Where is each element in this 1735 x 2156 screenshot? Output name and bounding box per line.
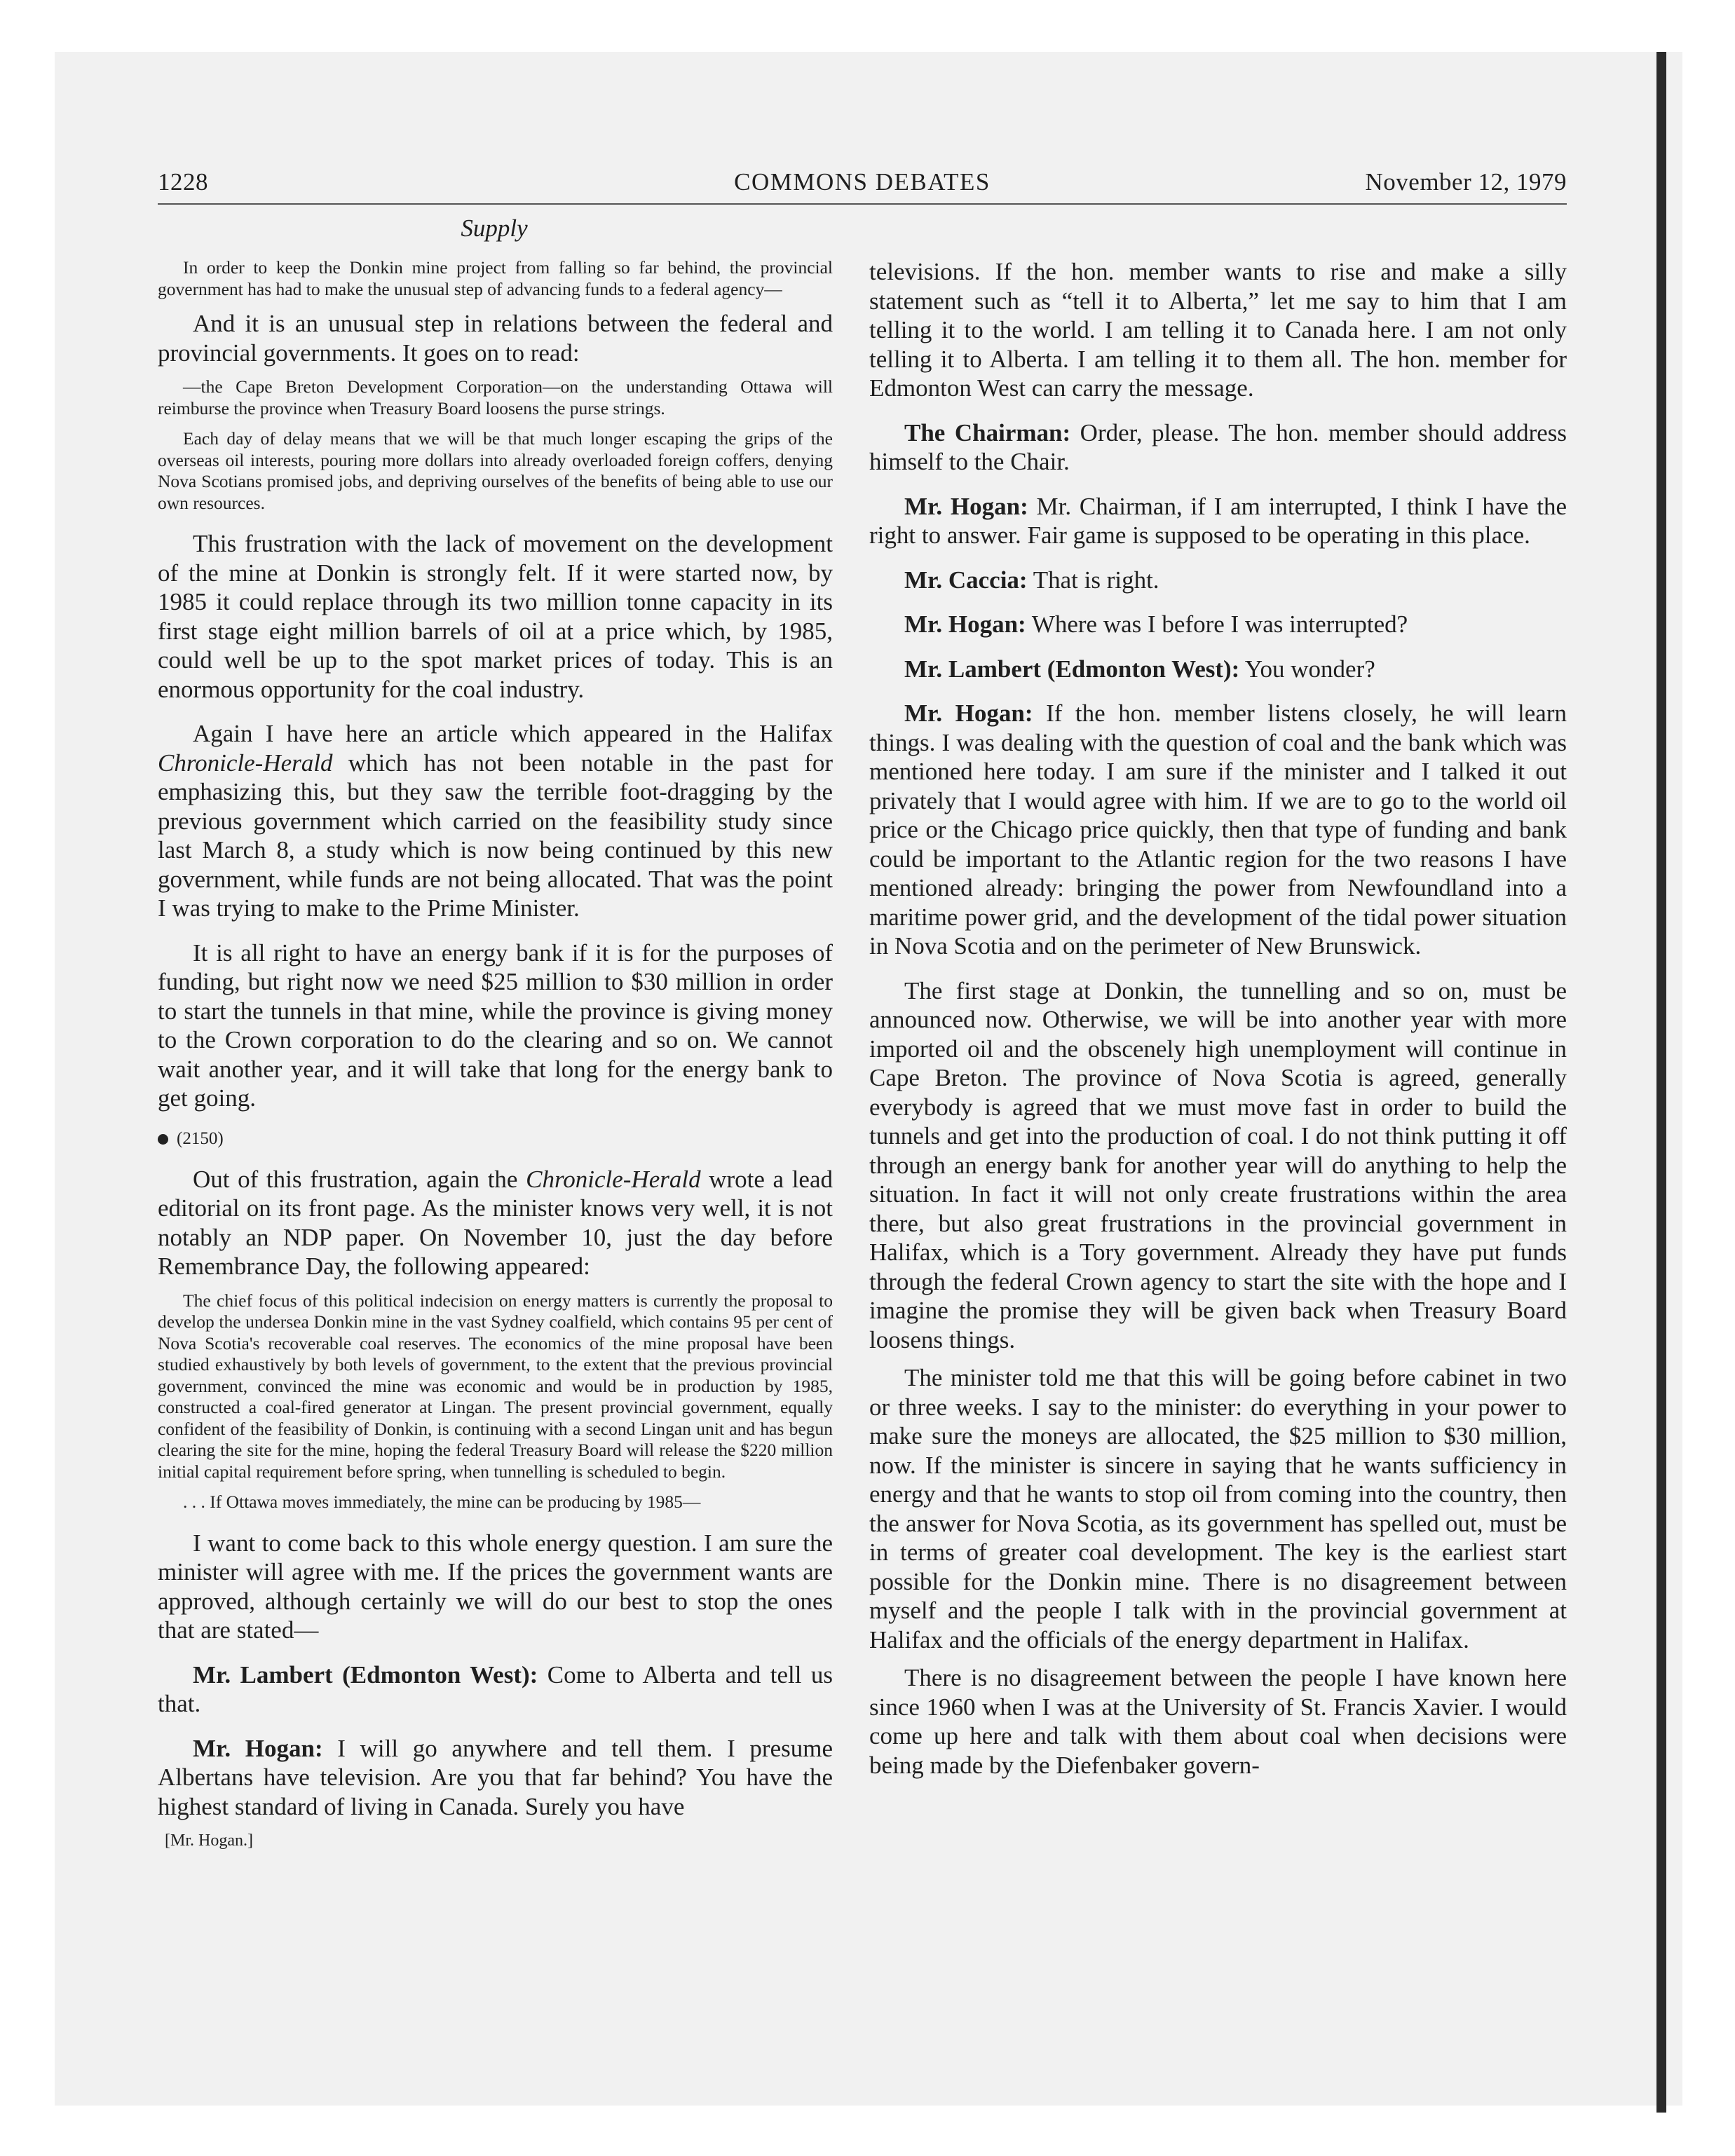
paragraph: And it is an unusual step in relations between the federal and provincial governments. It goes on to read: [158, 310, 833, 367]
speaker-name: Mr. Hogan: [904, 700, 1033, 727]
paragraph: Out of this frustration, again the Chronicle-Herald wrote a lead editorial on its front page. As the minister knows very well, it is not notably an NDP paper. On November 10, just the day before Remembrance Day, the following appeared: [158, 1165, 833, 1280]
speech: Mr. Hogan: I will go anywhere and tell them. I presume Albertans have television. Are you that far behind? You have the highest standard of living in Canada. Surely you have [158, 1734, 833, 1820]
speaker-name: Mr. Caccia: [904, 566, 1028, 594]
time-marker: (2150) [158, 1128, 833, 1149]
speaker-name: Mr. Hogan: [193, 1734, 323, 1762]
journal-title: COMMONS DEBATES [734, 168, 991, 196]
section-title: Supply [461, 214, 528, 242]
speech: Mr. Hogan: Mr. Chairman, if I am interrupted, I think I have the right to answer. Fair game is supposed to be operating in this place. [869, 492, 1567, 549]
paragraph: It is all right to have an energy bank if it is for the purposes of funding, but right now we need $25 million to $30 million in order to start the tunnels in that mine, while the province is giving money to the Crown corporation to do the clearing and so on. We cannot wait another year, and it will take that long for the energy bank to get going. [158, 939, 833, 1112]
paragraph: The first stage at Donkin, the tunnelling and so on, must be announced now. Otherwise, we will be into another year with more imported oil and the obscenely high unemployment will continue in Cape Breton. The province of Nova Scotia is agreed, generally everybody is agreed that we must move fast in order to build the tunnels and get into the production of coal. I do not think putting it off through an energy bank for another year will do anything to help the situation. In fact it will not only create frustrations within the area there, but also great frustrations in the provincial government in Halifax, which is a Tory government. Already they have put funds through the federal Crown agency to start the site with the hope and I imagine the promise they will be given back when Treasury Board loosens things. [869, 976, 1567, 1353]
quoted-passage: Each day of delay means that we will be that much longer escaping the grips of the overseas oil interests, pouring more dollars into already overloaded foreign coffers, denying Nova Scotians promised jobs, and depriving ourselves of the benefits of being able to use our own resources. [158, 428, 833, 513]
header-rule [158, 203, 1567, 205]
quoted-passage: In order to keep the Donkin mine project from falling so far behind, the provincial government has had to make the unusual step of advancing funds to a federal agency— [158, 257, 833, 299]
speaker-name: Mr. Hogan: [904, 492, 1028, 520]
speaker-attribution: [Mr. Hogan.] [165, 1831, 253, 1850]
paragraph: There is no disagreement between the people I have known here since 1960 when I was at the University of St. Francis Xavier. I would come up here and talk with them about coal when decisions were being made by the Diefenbaker govern- [869, 1664, 1567, 1779]
right-column [869, 257, 1567, 1780]
page-number: 1228 [158, 168, 208, 196]
bullet-dot-icon [158, 1134, 168, 1145]
page-header [158, 168, 1567, 199]
speaker-name: The Chairman: [904, 418, 1071, 446]
paragraph: I want to come back to this whole energy question. I am sure the minister will agree with me. If the prices the government wants are approved, although certainly we will do our best to stop the ones that are stated— [158, 1529, 833, 1644]
speech: Mr. Lambert (Edmonton West): You wonder? [904, 655, 1375, 683]
paragraph: Again I have here an article which appeared in the Halifax Chronicle-Herald which has not been notable in the past for emphasizing this, but they saw the terrible foot-dragging by the previous government which carried on the feasibility study since last March 8, a study which is now being continued by this new government, while funds are not being allocated. That was the point I was trying to make to the Prime Minister. [158, 720, 833, 922]
speech: Mr. Hogan: Where was I before I was interrupted? [904, 610, 1408, 638]
newspaper-title: Chronicle-Herald [158, 749, 333, 777]
speech: Mr. Lambert (Edmonton West): Come to Alberta and tell us that. [158, 1660, 833, 1717]
speaker-name: Mr. Lambert (Edmonton West): [904, 655, 1240, 683]
paragraph: This frustration with the lack of movement on the development of the mine at Donkin is strongly felt. If it were started now, by 1985 it could replace through its two million tonne capacity in its first stage eight million barrels of oil at a price which, by 1985, could well be up to the spot market prices of today. This is an enormous opportunity for the coal industry. [158, 530, 833, 703]
page-edge-shadow [1656, 52, 1666, 2113]
quoted-passage: —the Cape Breton Development Corporation—on the understanding Ottawa will reimburse the province when Treasury Board loosens the purse strings. [158, 376, 833, 418]
left-column [158, 257, 833, 1851]
issue-date: November 12, 1979 [1365, 168, 1567, 196]
speech: Mr. Hogan: If the hon. member listens closely, he will learn things. I was dealing with the question of coal and the bank which was mentioned here today. I am sure if the minister and I talked it out privately that I would agree with him. If we are to go to the world oil price or the Chicago price quickly, then that type of funding and bank could be important to the Atlantic region for the two reasons I have mentioned already: bringing the power from Newfoundland into a maritime power grid, and the development of the tidal power situation in Nova Scotia and on the perimeter of New Brunswick. [869, 700, 1567, 960]
speaker-name: Mr. Hogan: [904, 610, 1026, 638]
paragraph: televisions. If the hon. member wants to rise and make a silly statement such as “tell it to Alberta,” let me say to him that I am telling it to the world. I am telling it to Canada here. I am not only telling it to Alberta. I am telling it to them all. The hon. member for Edmonton West can carry the message. [869, 258, 1567, 402]
quoted-passage: The chief focus of this political indecision on energy matters is currently the proposal to develop the undersea Donkin mine in the vast Sydney coalfield, which contains 95 per cent of Nova Scotia's recoverable coal reserves. The economics of the mine proposal have been studied exhaustively by both levels of government, to the extent that the previous provincial government, convinced the mine was economic and would be in production by 1985, constructed a coal-fired generator at Lingan. The present provincial government, equally confident of the feasibility of Donkin, is continuing with a second Lingan unit and has begun clearing the site for the mine, hoping the federal Treasury Board will release the $220 million initial capital requirement before spring, when tunnelling is scheduled to begin. [158, 1290, 833, 1482]
speaker-name: Mr. Lambert (Edmonton West): [193, 1660, 538, 1688]
newspaper-title: Chronicle-Herald [526, 1165, 701, 1193]
paragraph: The minister told me that this will be going before cabinet in two or three weeks. I say to the minister: do everything in your power to make sure the moneys are allocated, the $25 million to $30 million, now. If the minister is sincere in saying that he wants sufficiency in energy and that he wants to stop oil from coming into the country, then the answer for Nova Scotia, as its government has spelled out, must be in terms of greater coal development. The key is the earliest start possible for the Donkin mine. There is no disagreement between myself and the people I talk with in the provincial government at Halifax and the officials of the energy department in Halifax. [869, 1364, 1567, 1653]
speech: The Chairman: Order, please. The hon. member should address himself to the Chair. [869, 418, 1567, 475]
quoted-passage: . . . If Ottawa moves immediately, the mine can be producing by 1985— [183, 1492, 701, 1512]
speech: Mr. Caccia: That is right. [904, 566, 1159, 594]
